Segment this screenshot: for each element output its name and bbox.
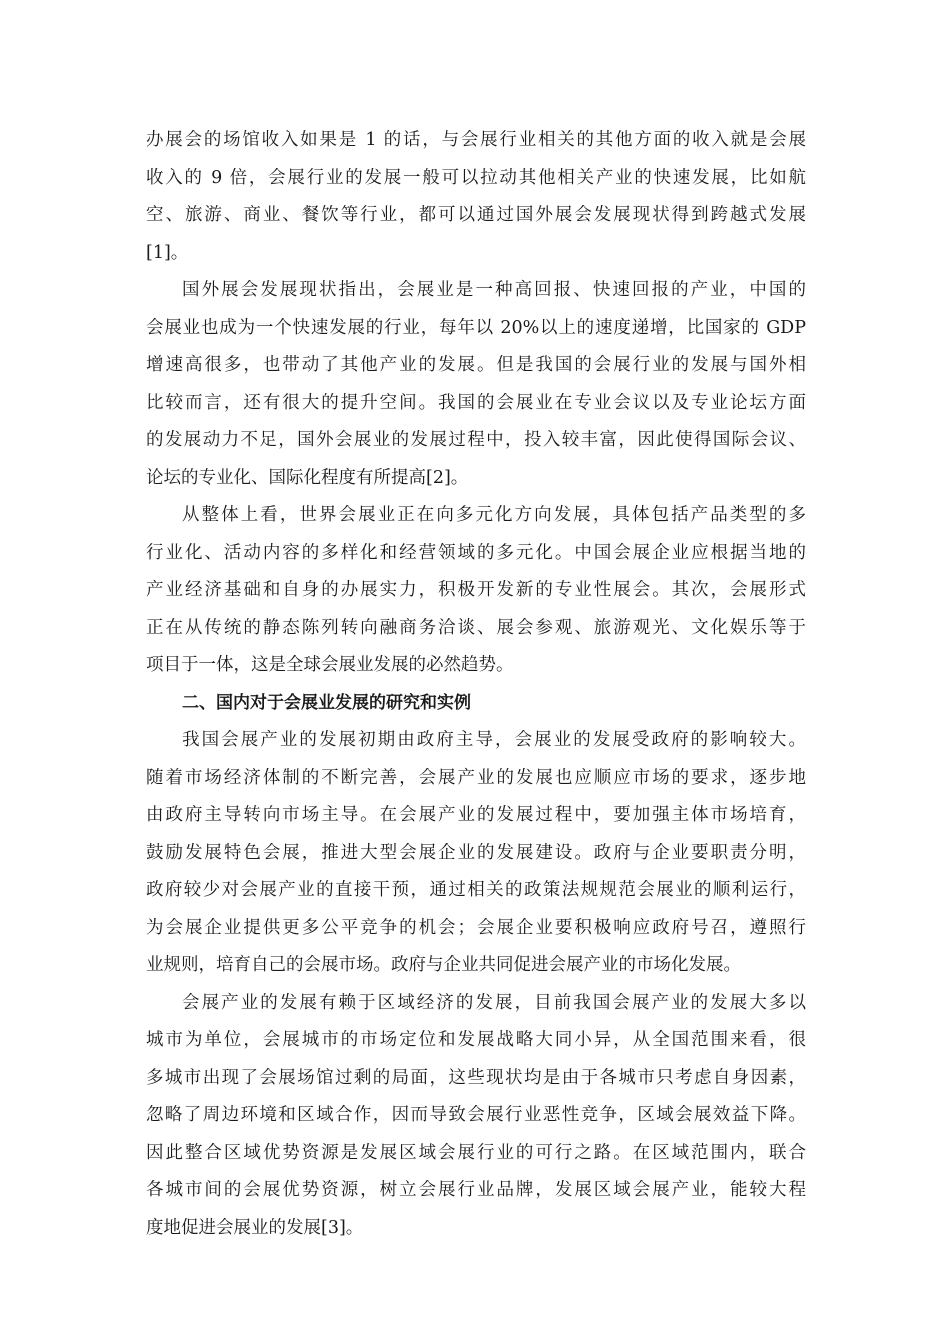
paragraph-3: [146, 497, 806, 685]
paragraph-2: [146, 272, 806, 497]
text-line: 国外展会发展现状指出，会展业是一种高回报、快速回报的产业，中国的: [182, 280, 806, 300]
text-line: 因此整合区域优势资源是发展区域会展行业的可行之路。在区域范围内，联合: [146, 1142, 806, 1163]
text-line: 会展产业的发展有赖于区域经济的发展，目前我国会展产业的发展大多以: [182, 992, 806, 1013]
text-line: 收入的 9 倍，会展行业的发展一般可以拉动其他相关产业的快速发展，比如航: [146, 167, 806, 188]
text-line: 增速高很多，也带动了其他产业的发展。但是我国的会展行业的发展与国外相: [146, 355, 806, 375]
text-line: 正在从传统的静态陈列转向融商务洽谈、展会参观、旅游观光、文化娱乐等于: [146, 617, 806, 638]
text-line: 办展会的场馆收入如果是 1 的话，与会展行业相关的其他方面的收入就是会展: [146, 130, 806, 150]
text-line: 从整体上看，世界会展业正在向多元化方向发展，具体包括产品类型的多: [182, 505, 806, 525]
text-line: 各城市间的会展优势资源，树立会展行业品牌，发展区域会展产业，能较大程: [146, 1180, 806, 1200]
text-line: 行业化、活动内容的多样化和经营领域的多元化。中国会展企业应根据当地的: [146, 542, 806, 563]
text-line: 业规则，培育自己的会展市场。政府与企业共同促进会展产业的市场化发展。: [146, 955, 741, 975]
paragraph-1: [146, 122, 806, 272]
text-line: 产业经济基础和自身的办展实力，积极开发新的专业性展会。其次，会展形式: [146, 580, 806, 600]
text-line: 度地促进会展业的发展[3]。: [146, 1217, 364, 1238]
text-line: 由政府主导转向市场主导。在会展产业的发展过程中，要加强主体市场培育，: [146, 805, 806, 825]
section-heading: 二、国内对于会展业发展的研究和实例: [182, 692, 471, 713]
text-line: 比较而言，还有很大的提升空间。我国的会展业在专业会议以及专业论坛方面: [146, 392, 806, 413]
text-line: 城市为单位，会展城市的市场定位和发展战略大同小异，从全国范围来看，很: [146, 1030, 806, 1050]
text-line: 多城市出现了会展场馆过剩的局面，这些现状均是由于各城市只考虑自身因素，: [146, 1067, 806, 1088]
text-line: 随着市场经济体制的不断完善，会展产业的发展也应顺应市场的要求，逐步地: [146, 767, 806, 788]
document-page: [146, 122, 806, 1247]
text-line: 忽略了周边环境和区域合作，因而导致会展行业恶性竞争，区域会展效益下降。: [146, 1105, 806, 1125]
text-line: 我国会展产业的发展初期由政府主导，会展业的发展受政府的影响较大。: [182, 730, 806, 750]
text-line: 鼓励发展特色会展，推进大型会展企业的发展建设。政府与企业要职责分明，: [146, 842, 806, 863]
text-line: 项目于一体，这是全球会展业发展的必然趋势。: [146, 655, 514, 675]
text-line: 空、旅游、商业、餐饮等行业，都可以通过国外展会发展现状得到跨越式发展: [146, 205, 806, 225]
text-line: 的发展动力不足，国外会展业的发展过程中，投入较丰富，因此使得国际会议、: [146, 430, 806, 450]
paragraph-5: [146, 985, 806, 1248]
text-line: [1]。: [146, 242, 189, 263]
text-line: 为会展企业提供更多公平竞争的机会；会展企业要积极响应政府号召，遵照行: [146, 917, 806, 938]
text-line: 会展业也成为一个快速发展的行业，每年以 20%以上的速度递增，比国家的 GDP: [146, 317, 806, 338]
text-line: 论坛的专业化、国际化程度有所提高[2]。: [146, 467, 469, 488]
text-line: 政府较少对会展产业的直接干预，通过相关的政策法规规范会展业的顺利运行，: [146, 880, 806, 900]
paragraph-4: [146, 722, 806, 985]
